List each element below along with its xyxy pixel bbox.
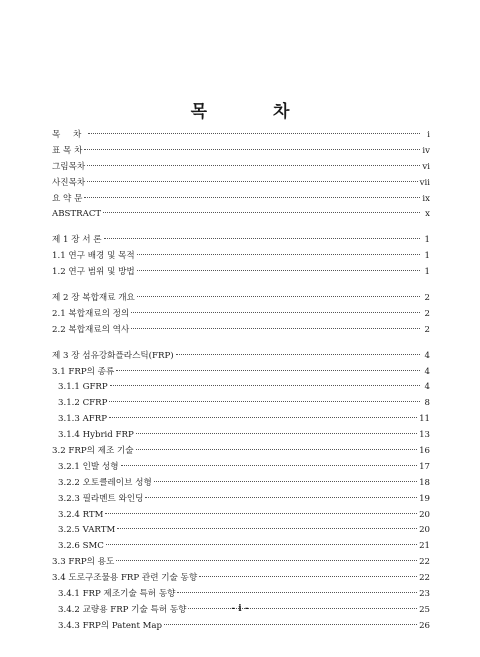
toc-entry-page: 26 bbox=[419, 620, 430, 631]
toc-entry-label: 2.2 복합재료의 역사 bbox=[52, 324, 130, 335]
toc-entry-page: x bbox=[425, 209, 430, 220]
toc-subentry[interactable] bbox=[52, 619, 430, 635]
toc-entry[interactable] bbox=[52, 323, 430, 339]
toc-entry-label: 3.4 도로구조물용 FRP 관련 기술 동향 bbox=[52, 573, 198, 584]
toc-entry-page: 20 bbox=[419, 509, 430, 520]
toc-entry-page: 22 bbox=[419, 573, 430, 584]
toc-entry-label: 3.1.4 Hybrid FRP bbox=[58, 430, 134, 441]
toc-entry-page: i bbox=[427, 130, 430, 140]
toc-entry-page: 1 bbox=[424, 235, 430, 246]
toc-entry-page: vii bbox=[419, 177, 430, 188]
leader-dots bbox=[131, 328, 420, 329]
toc-entry-label: 3.2 FRP의 제조 기술 bbox=[52, 446, 134, 457]
toc-entry-label: 표 목 차 bbox=[52, 145, 83, 156]
toc-entry[interactable] bbox=[52, 307, 430, 323]
toc-entry-label: 3.2.6 SMC bbox=[58, 541, 104, 552]
toc-entry-page: 2 bbox=[424, 308, 430, 319]
page-title: 목 차 bbox=[190, 102, 320, 122]
leader-dots bbox=[154, 481, 417, 482]
toc-entry-label: 요 약 문 bbox=[52, 193, 83, 204]
toc-entry-label: 제 3 장 섬유강화플라스틱(FRP) bbox=[52, 350, 174, 361]
toc-entry[interactable] bbox=[52, 571, 430, 587]
leader-dots bbox=[84, 149, 420, 150]
toc-chapter-entry[interactable] bbox=[52, 349, 430, 365]
page-number-footer: - i - bbox=[231, 604, 249, 614]
toc-entry-label: 3.2.4 RTM bbox=[58, 509, 104, 520]
toc-entry-label: 1.2 연구 범위 및 방법 bbox=[52, 267, 135, 278]
toc-entry[interactable] bbox=[52, 555, 430, 571]
toc-entry-label: 3.2.5 VARTM bbox=[58, 525, 116, 536]
toc-subentry[interactable] bbox=[52, 476, 430, 492]
toc-entry[interactable] bbox=[52, 207, 430, 223]
toc-entry-label: 3.2.2 오토클레이브 성형 bbox=[58, 477, 152, 488]
leader-dots bbox=[136, 449, 417, 450]
toc-entry-page: 1 bbox=[424, 251, 430, 262]
leader-dots bbox=[105, 513, 417, 514]
toc-entry-label: 3.3 FRP의 용도 bbox=[52, 557, 115, 568]
toc-entry-page: 4 bbox=[424, 382, 430, 393]
leader-dots bbox=[87, 181, 417, 182]
toc-entry[interactable] bbox=[52, 144, 430, 160]
toc-entry[interactable] bbox=[52, 160, 430, 176]
leader-dots bbox=[109, 401, 420, 402]
toc-subentry[interactable] bbox=[52, 587, 430, 603]
toc-entry-label: 3.4.2 교량용 FRP 기술 특허 동향 bbox=[58, 604, 187, 615]
toc-chapter-entry[interactable] bbox=[52, 291, 430, 307]
toc-subentry[interactable] bbox=[52, 380, 430, 396]
leader-dots bbox=[104, 238, 420, 239]
toc-entry-label: 1.1 연구 배경 및 목적 bbox=[52, 251, 135, 262]
toc-entry-label: 2.1 복합재료의 정의 bbox=[52, 308, 130, 319]
toc-entry-page: 11 bbox=[419, 414, 430, 425]
toc-entry[interactable] bbox=[52, 176, 430, 192]
section-gap bbox=[52, 223, 430, 233]
toc-entry-page: 17 bbox=[419, 461, 430, 472]
toc-entry-page: 16 bbox=[419, 446, 430, 457]
leader-dots bbox=[137, 254, 420, 255]
toc-entry-page: 13 bbox=[419, 430, 430, 441]
toc-entry-page: 2 bbox=[424, 293, 430, 304]
toc-entry-page: 25 bbox=[419, 604, 430, 615]
leader-dots bbox=[177, 592, 417, 593]
toc-subentry[interactable] bbox=[52, 396, 430, 412]
toc-entry-label: 제 2 장 복합재료 개요 bbox=[52, 293, 135, 304]
leader-dots bbox=[88, 133, 420, 134]
leader-dots bbox=[109, 417, 417, 418]
toc-entry-label: 3.1.2 CFRP bbox=[58, 398, 108, 409]
toc-entry-label: 3.2.3 필라멘트 와인딩 bbox=[58, 493, 144, 504]
toc-subentry[interactable] bbox=[52, 492, 430, 508]
leader-dots bbox=[164, 624, 417, 625]
toc-entry-page: 21 bbox=[419, 541, 430, 552]
toc-entry[interactable] bbox=[52, 265, 430, 281]
toc-subentry[interactable] bbox=[52, 508, 430, 524]
toc-entry-page: ix bbox=[422, 193, 430, 204]
toc-entry[interactable] bbox=[52, 365, 430, 381]
toc-subentry[interactable] bbox=[52, 539, 430, 555]
leader-dots bbox=[145, 497, 417, 498]
leader-dots bbox=[176, 354, 420, 355]
leader-dots bbox=[106, 544, 417, 545]
toc-entry-label: 3.2.1 인발 성형 bbox=[58, 461, 119, 472]
toc-entry-label: ABSTRACT bbox=[52, 209, 102, 220]
leader-dots bbox=[137, 270, 420, 271]
toc-subentry[interactable] bbox=[52, 412, 430, 428]
leader-dots bbox=[137, 296, 420, 297]
toc-entry-page: 4 bbox=[424, 366, 430, 377]
toc-entry-page: 19 bbox=[419, 493, 430, 504]
toc-entry-page: 8 bbox=[424, 398, 430, 409]
toc-entry-label: 3.1.1 GFRP bbox=[58, 382, 108, 393]
toc-entry-page: 2 bbox=[424, 324, 430, 335]
toc-chapter-entry[interactable] bbox=[52, 233, 430, 249]
section-gap bbox=[52, 281, 430, 291]
toc-entry-label: 3.1.3 AFRP bbox=[58, 414, 108, 425]
section-gap bbox=[52, 339, 430, 349]
leader-dots bbox=[131, 312, 420, 313]
leader-dots bbox=[87, 165, 420, 166]
toc-entry-page: iv bbox=[422, 145, 430, 156]
toc-entry[interactable] bbox=[52, 128, 430, 144]
toc-entry-label: 그림목차 bbox=[52, 161, 86, 172]
leader-dots bbox=[136, 433, 417, 434]
leader-dots bbox=[199, 576, 417, 577]
toc-entry-page: 4 bbox=[424, 350, 430, 361]
leader-dots bbox=[116, 560, 417, 561]
toc-entry[interactable] bbox=[52, 192, 430, 208]
leader-dots bbox=[84, 197, 420, 198]
toc-subentry[interactable] bbox=[52, 523, 430, 539]
toc-entry-label: 목 차 bbox=[52, 130, 87, 140]
toc-entry-page: 18 bbox=[419, 477, 430, 488]
toc-entry-page: 20 bbox=[419, 525, 430, 536]
toc-entry-page: 23 bbox=[419, 589, 430, 600]
toc-entry-page: 1 bbox=[424, 267, 430, 278]
leader-dots bbox=[116, 370, 420, 371]
toc-entry-page: vi bbox=[422, 161, 430, 172]
toc-entry-label: 3.1 FRP의 종류 bbox=[52, 366, 115, 377]
leader-dots bbox=[103, 212, 420, 213]
toc-entry-page: 22 bbox=[419, 557, 430, 568]
toc-entry-label: 제 1 장 서 론 bbox=[52, 235, 102, 246]
toc-subentry[interactable] bbox=[52, 460, 430, 476]
leader-dots bbox=[110, 385, 420, 386]
leader-dots bbox=[121, 465, 418, 466]
toc-entry[interactable] bbox=[52, 444, 430, 460]
toc-entry-label: 3.4.3 FRP의 Patent Map bbox=[58, 620, 163, 631]
toc-subentry[interactable] bbox=[52, 428, 430, 444]
toc-entry-label: 3.4.1 FRP 제조기술 특허 동향 bbox=[58, 589, 176, 600]
table-of-contents bbox=[52, 128, 430, 635]
toc-entry-label: 사진목차 bbox=[52, 177, 86, 188]
toc-entry[interactable] bbox=[52, 249, 430, 265]
leader-dots bbox=[117, 528, 417, 529]
